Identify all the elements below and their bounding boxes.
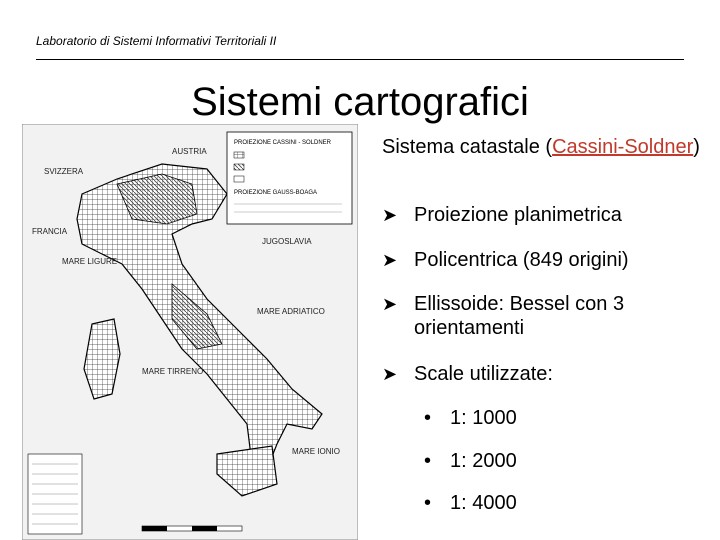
intro-post: ): [693, 136, 700, 158]
bullet-item: [382, 203, 622, 227]
intro-text: [382, 135, 702, 159]
scale-text: 1: 1000: [450, 407, 517, 429]
intro-pre: Sistema catastale (: [382, 136, 553, 158]
bullet-text: Ellissoide: Bessel con 3 orientamenti: [414, 293, 625, 339]
italy-cadastral-map: [22, 124, 358, 540]
arrow-bullet-icon: ➤: [382, 364, 398, 384]
bullet-item: [382, 292, 682, 340]
bullet-text: Scale utilizzate:: [414, 363, 553, 385]
map-legend-subtitle: PROIEZIONE GAUSS-BOAGA: [234, 190, 318, 196]
header-divider: [36, 59, 684, 60]
sub-bullet-item: [424, 449, 517, 473]
sub-bullet-item: [424, 491, 517, 515]
map-label-tirreno: MARE TIRRENO: [142, 367, 204, 376]
header-text: Laboratorio di Sistemi Informativi Territoriali II: [36, 34, 277, 48]
scale-text: 1: 2000: [450, 450, 517, 472]
map-label-adriatico: MARE ADRIATICO: [257, 307, 325, 316]
bullet-item: [382, 248, 629, 272]
map-label-svizzera: SVIZZERA: [44, 167, 84, 176]
scale-text: 1: 4000: [450, 492, 517, 514]
arrow-bullet-icon: ➤: [382, 294, 398, 314]
map-label-ionio: MARE IONIO: [292, 447, 341, 456]
bullet-text: Proiezione planimetrica: [414, 204, 622, 226]
slide-title: Sistemi cartografici: [191, 80, 529, 124]
content-list: [382, 135, 702, 514]
bullet-item: [382, 362, 553, 386]
map-label-francia: FRANCIA: [32, 227, 68, 236]
map-legend-title: PROIEZIONE CASSINI - SOLDNER: [234, 140, 332, 146]
map-label-austria: AUSTRIA: [172, 147, 207, 156]
dot-bullet-icon: •: [424, 407, 432, 429]
arrow-bullet-icon: ➤: [382, 205, 398, 225]
intro-cassini-soldner: Cassini-Soldner: [552, 136, 694, 158]
dot-bullet-icon: •: [424, 492, 432, 514]
arrow-bullet-icon: ➤: [382, 250, 398, 270]
dot-bullet-icon: •: [424, 450, 432, 472]
bullet-text: Policentrica (849 origini): [414, 249, 629, 271]
map-label-jugoslavia: JUGOSLAVIA: [262, 237, 312, 246]
sub-bullet-item: [424, 406, 517, 430]
map-label-mare-ligure: MARE LIGURE: [62, 257, 118, 266]
